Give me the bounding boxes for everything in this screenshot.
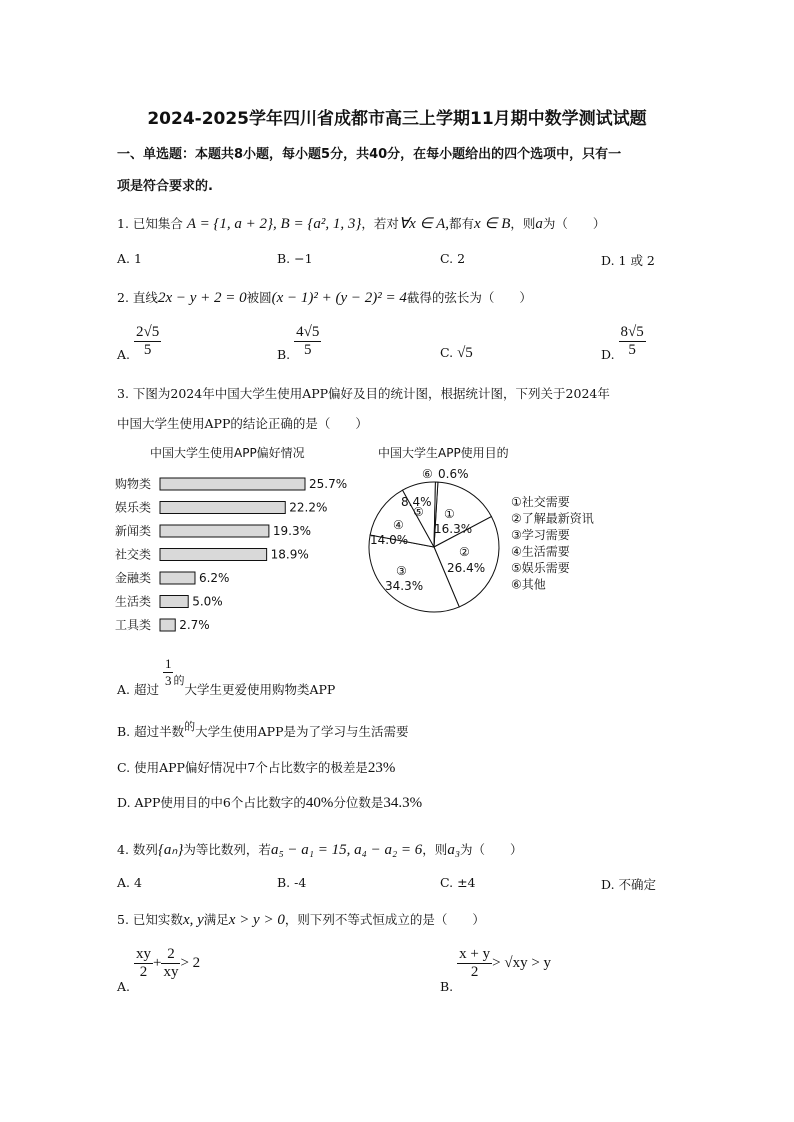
- fraction-den: xy: [163, 964, 179, 980]
- question-text: 被圆: [246, 290, 272, 305]
- pie-legend-item: ①社交需要: [511, 495, 570, 509]
- question-number: 1.: [117, 216, 129, 231]
- pie-marker: ③: [396, 564, 407, 578]
- bar: [160, 549, 267, 561]
- option-label: B.: [440, 979, 454, 994]
- question-text: 为（ ）: [460, 842, 523, 857]
- fraction: [619, 324, 646, 359]
- pie-legend-item: ⑥其他: [511, 577, 546, 592]
- pie-marker: ①: [444, 507, 455, 521]
- math-forall: ∀x ∈ A,: [398, 216, 449, 232]
- bar: [160, 572, 195, 584]
- bar: [160, 478, 305, 490]
- bar-category-label: 金融类: [115, 571, 152, 585]
- bar: [160, 596, 188, 608]
- circle-equation: (x − 1)² + (y − 2)² = 4: [271, 290, 407, 306]
- pie-value-label: 8.4%: [401, 495, 432, 509]
- option-text: 的: [173, 674, 185, 687]
- option-label: C.: [440, 345, 454, 360]
- fraction: [134, 324, 161, 359]
- q3-option-a[interactable]: [117, 656, 336, 697]
- q3-charts: [0, 440, 794, 640]
- bar: [160, 502, 285, 514]
- fraction-num: 4√5: [296, 324, 320, 340]
- question-text: ，则: [422, 842, 448, 857]
- option-value: √5: [457, 345, 473, 361]
- bar-value-label: 19.3%: [272, 524, 312, 538]
- bar-category-label: 新闻类: [115, 524, 152, 538]
- question-text: ，若对: [361, 216, 399, 231]
- pie-marker: ②: [459, 545, 470, 559]
- pie-chart-title: 中国大学生APP使用目的: [378, 446, 509, 460]
- option-label: A.: [117, 347, 131, 362]
- question-number: 2.: [117, 290, 129, 305]
- question-text: 都有: [449, 216, 475, 231]
- option-text: 分位数是: [333, 795, 384, 810]
- section-header-line2: 项是符合要求的.: [117, 179, 213, 194]
- condition: x > y > 0: [228, 912, 285, 928]
- pie-value-label: 26.4%: [447, 561, 486, 575]
- pie-value-label: 16.3%: [434, 522, 473, 536]
- question-text: ，则下列不等式恒成立的是（ ）: [284, 912, 485, 927]
- option-text: B. 超过半数: [117, 724, 185, 739]
- option-text: 大学生使用APP是为了学习与生活需要: [195, 724, 409, 739]
- fraction-den: 5: [304, 342, 312, 358]
- fraction: [161, 946, 180, 981]
- fraction-den: 2: [470, 964, 479, 980]
- bar: [160, 525, 269, 537]
- q2-option-d[interactable]: [601, 324, 646, 362]
- bar: [160, 619, 175, 631]
- question-3-line1: 3. 下图为2024年中国大学生使用APP偏好及目的统计图，根据统计图，下列关于2024年: [117, 386, 610, 401]
- question-text: 直线: [132, 290, 158, 305]
- section-header-line1: 一、单选题：本题共8小题，每小题5分，共40分，在每小题给出的四个选项中，只有一: [117, 147, 622, 162]
- question-text: 为（ ）: [542, 216, 606, 231]
- bar-value-label: 22.2%: [289, 500, 328, 515]
- bar-category-label: 购物类: [115, 477, 152, 491]
- option-text: 大学生更爱使用购物类APP: [184, 682, 336, 697]
- math-op: +: [153, 955, 162, 971]
- bar-chart: [115, 445, 347, 632]
- pie-value-label: 34.3%: [385, 579, 424, 593]
- q1-option-c[interactable]: C. 2: [440, 251, 466, 266]
- fraction: [163, 656, 174, 689]
- page-title: 2024-2025学年四川省成都市高三上学期11月期中数学测试试题: [147, 109, 647, 129]
- target: a₃: [447, 842, 461, 858]
- fraction-num: 2√5: [136, 324, 160, 340]
- option-text: D. APP使用目的中6个占比数字的: [117, 795, 306, 810]
- option-value: 34.3%: [383, 795, 423, 811]
- fraction: [457, 946, 492, 981]
- q2-option-b[interactable]: [277, 324, 321, 362]
- bar-value-label: 18.9%: [270, 547, 309, 562]
- variables: x, y: [182, 912, 204, 928]
- pie-legend-item: ⑤娱乐需要: [511, 561, 570, 575]
- q1-option-d[interactable]: D. 1 或 2: [601, 253, 655, 268]
- pie-marker: ④: [393, 518, 404, 532]
- question-number: 5.: [117, 912, 129, 927]
- q3-option-c[interactable]: [117, 758, 395, 777]
- fraction-num: x + y: [459, 946, 491, 962]
- question-text: 为等比数列，若: [183, 842, 271, 857]
- bar-value-label: 6.2%: [198, 571, 230, 585]
- option-text: C. 使用APP偏好情况中7个占比数字的极差是: [117, 760, 368, 775]
- option-text: 的: [184, 720, 196, 733]
- q3-option-d[interactable]: [117, 793, 422, 812]
- fraction-den: 2: [139, 964, 148, 980]
- pie-marker: ⑥: [422, 467, 433, 481]
- question-text: 数列: [132, 842, 158, 857]
- condition: a₅ − a₁ = 15, a₄ − a₂ = 6: [270, 842, 423, 858]
- pie-legend-item: ③学习需要: [511, 528, 570, 542]
- math-var: a: [535, 216, 543, 232]
- bar-category-label: 娱乐类: [115, 500, 152, 515]
- q1-option-b[interactable]: B. −1: [277, 251, 313, 266]
- option-label: B.: [277, 347, 291, 362]
- math-inB: x ∈ B: [474, 216, 511, 232]
- fraction-den: 5: [628, 342, 636, 358]
- pie-legend-item: ④生活需要: [511, 544, 570, 559]
- question-text: 满足: [203, 912, 229, 927]
- question-text: ，则: [510, 216, 536, 231]
- pie-value-label: 14.0%: [370, 533, 409, 547]
- option-value: 23%: [367, 760, 396, 776]
- pie-marker: ⑤: [413, 505, 424, 519]
- bar-category-label: 社交类: [115, 547, 152, 562]
- bar-category-label: 生活类: [115, 594, 152, 609]
- fraction-num: 1: [164, 656, 172, 671]
- fraction-den: 3: [164, 673, 172, 688]
- bar-category-label: 工具类: [115, 618, 152, 632]
- set-definition: A = {1, a + 2}, B = {a², 1, 3}: [186, 216, 362, 232]
- fraction-num: 8√5: [620, 324, 644, 340]
- pie-value-label: 0.6%: [438, 467, 469, 481]
- q3-option-b[interactable]: [117, 722, 409, 740]
- question-4: [117, 840, 523, 859]
- option-label: A.: [117, 979, 131, 994]
- q4-option-b[interactable]: B. -4: [277, 875, 307, 890]
- q5-option-b[interactable]: [440, 946, 552, 994]
- option-text: A. 超过: [117, 682, 159, 697]
- q1-option-a[interactable]: A. 1: [117, 251, 142, 266]
- bar-value-label: 25.7%: [309, 477, 348, 491]
- bar-value-label: 2.7%: [179, 618, 210, 632]
- bar-value-label: 5.0%: [192, 594, 223, 609]
- pie-legend-item: ②了解最新资讯: [511, 511, 594, 526]
- question-3-line2: 中国大学生使用APP的结论正确的是（ ）: [117, 416, 368, 431]
- math-tail: > 2: [180, 955, 201, 971]
- q4-option-d[interactable]: D. 不确定: [601, 877, 657, 892]
- fraction: [134, 946, 153, 981]
- fraction-num: 2: [161, 946, 180, 964]
- sequence: {aₙ}: [157, 842, 184, 858]
- question-text: 已知实数: [132, 912, 183, 927]
- q5-option-a[interactable]: [117, 946, 201, 994]
- q2-option-a[interactable]: [117, 324, 161, 362]
- option-value: 40%: [305, 795, 334, 811]
- fraction-num: xy: [136, 946, 151, 962]
- line-equation: 2x − y + 2 = 0: [157, 290, 247, 306]
- pie-chart: [369, 445, 594, 612]
- question-text: 已知集合: [132, 216, 183, 231]
- question-number: 4.: [117, 842, 129, 857]
- question-5: [117, 910, 485, 929]
- option-label: D.: [601, 347, 615, 362]
- math-tail: > √xy > y: [492, 955, 552, 971]
- fraction-den: 5: [143, 342, 152, 358]
- bar-chart-title: 中国大学生使用APP偏好情况: [150, 446, 305, 460]
- fraction: [294, 324, 321, 359]
- q2-option-c[interactable]: [440, 345, 473, 362]
- q4-option-a[interactable]: A. 4: [117, 875, 142, 890]
- q4-option-c[interactable]: C. ±4: [440, 875, 476, 890]
- question-1: [117, 214, 605, 233]
- question-2: [117, 288, 532, 307]
- question-text: 截得的弦长为（ ）: [406, 290, 532, 305]
